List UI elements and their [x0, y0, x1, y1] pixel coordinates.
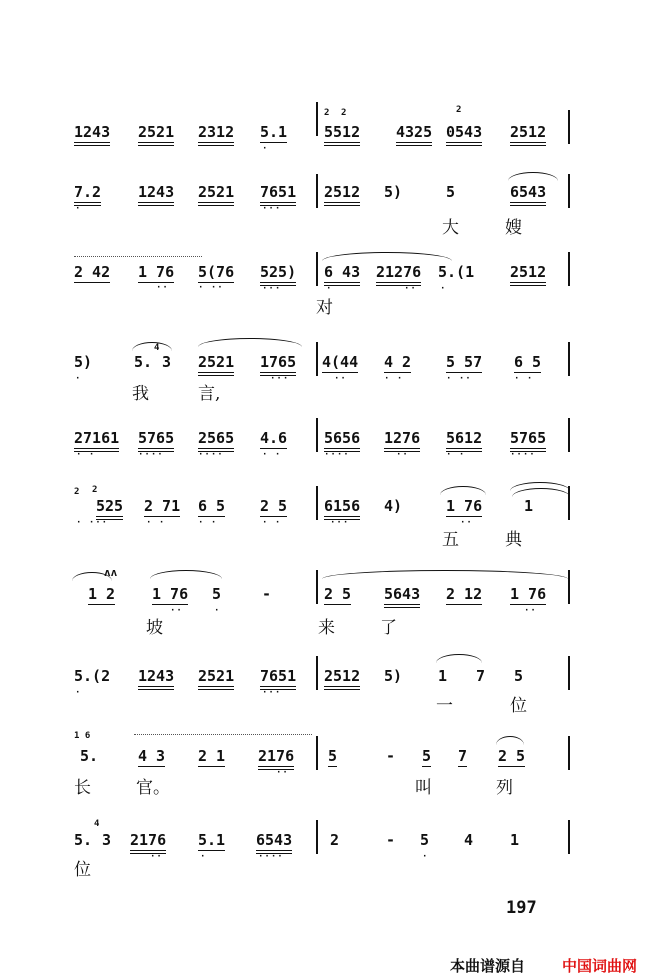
note-group: 1 — [524, 497, 534, 515]
note-group: 6156 — [324, 497, 360, 520]
lyric: 大 — [442, 218, 459, 238]
note-group: 2521 — [198, 353, 234, 376]
note-group: 6 43 — [324, 263, 360, 286]
note-group: 1243 — [138, 667, 174, 690]
octave-dot: ···· — [510, 450, 536, 460]
note-group: 3 — [162, 353, 172, 371]
lyric: 五 — [442, 530, 459, 550]
lyric: 叫 — [415, 778, 432, 798]
barline — [568, 418, 570, 452]
note-group: 1243 — [74, 123, 110, 146]
note-group: 2176 — [258, 747, 294, 770]
note-group: 5. — [74, 831, 93, 849]
octave-dot: ·· — [396, 450, 409, 460]
note-group: 4.6 — [260, 429, 288, 447]
barline — [316, 656, 318, 690]
note-group: 1 76 — [138, 263, 175, 281]
grace-note: 1 6 — [74, 731, 91, 741]
octave-dot: · — [200, 852, 207, 862]
note-group: 7 — [476, 667, 486, 685]
note-group: 2 5 — [324, 585, 352, 603]
note-group: 5.(1 — [438, 263, 475, 281]
barline — [316, 736, 318, 770]
octave-dot: ···· — [324, 450, 350, 460]
note-group: - — [262, 585, 272, 603]
grace-note: 2 — [456, 105, 462, 115]
note-group: 6 5 — [514, 353, 542, 371]
barline — [316, 820, 318, 854]
octave-dot: ··· — [262, 284, 282, 294]
octave-dot: · — [326, 284, 333, 294]
grace-note: ʌʌ — [104, 566, 118, 579]
note-group: 5 57 — [446, 353, 483, 371]
barline — [316, 418, 318, 452]
note-group: 2521 — [198, 183, 234, 206]
barline — [568, 342, 570, 376]
octave-dot: ·· — [150, 852, 163, 862]
lyric: 一 — [436, 696, 453, 716]
octave-dot: · · — [446, 450, 466, 460]
note-group: 2 12 — [446, 585, 483, 603]
note-group: 2521 — [138, 123, 174, 146]
note-group: 3 — [102, 831, 112, 849]
note-group: 2 71 — [144, 497, 181, 515]
barline — [568, 820, 570, 854]
page-number: 197 — [506, 898, 537, 918]
octave-dot: ·· — [460, 518, 473, 528]
note-group: 5) — [74, 353, 93, 371]
footer-source-text: 本曲谱源自 — [450, 957, 526, 975]
octave-dot: · — [75, 688, 82, 698]
octave-dot: · · — [262, 518, 282, 528]
grace-note: 2 — [341, 108, 347, 118]
barline — [568, 736, 570, 770]
note-group: 4325 — [396, 123, 432, 146]
lyric: 坡 — [146, 618, 163, 638]
score-row-3 — [0, 258, 660, 353]
barline — [568, 252, 570, 286]
note-group: 4 2 — [384, 353, 412, 371]
barline — [316, 570, 318, 604]
note-group: 5. — [134, 353, 153, 371]
note-group: 2 1 — [198, 747, 226, 765]
note-group: 5643 — [384, 585, 420, 608]
note-group: 0543 — [446, 123, 482, 146]
octave-dot: · ·· — [198, 283, 224, 293]
note-group: 1 76 — [446, 497, 483, 515]
octave-dot: · · — [262, 450, 282, 460]
note-group: 2 42 — [74, 263, 111, 281]
lyric: 对 — [316, 298, 333, 318]
note-group: 5656 — [324, 429, 360, 452]
barline — [568, 486, 570, 520]
note-group: - — [386, 831, 396, 849]
note-group: 1 — [438, 667, 448, 685]
lyric: 了 — [380, 618, 397, 638]
barline — [316, 174, 318, 208]
note-group: 7651 — [260, 183, 296, 206]
note-group: 6 5 — [198, 497, 226, 515]
octave-dot: ·· — [524, 606, 537, 616]
grace-note: 2 — [324, 108, 330, 118]
note-group: 5 — [328, 747, 338, 765]
note-group: - — [386, 747, 396, 765]
note-group: 5 — [446, 183, 456, 201]
note-group: 1765 — [260, 353, 296, 376]
barline — [568, 570, 570, 604]
barline — [568, 110, 570, 144]
note-group: 5612 — [446, 429, 482, 452]
note-group: 1 76 — [152, 585, 189, 603]
octave-dot: ··· — [330, 518, 350, 528]
note-group: 21276 — [376, 263, 421, 286]
octave-dot: · · — [76, 450, 96, 460]
barline — [316, 102, 318, 136]
note-group: 2 5 — [260, 497, 288, 515]
note-group: 5765 — [138, 429, 174, 452]
note-group: 4 — [464, 831, 474, 849]
note-group: 2512 — [510, 123, 546, 146]
barline — [316, 342, 318, 376]
lyric: 长 — [74, 778, 91, 798]
footer-site-link[interactable]: 中国词曲网 — [562, 957, 638, 975]
octave-dot: · — [440, 284, 447, 294]
lyric: 言, — [198, 384, 221, 404]
note-group: 2176 — [130, 831, 166, 854]
note-group: 4) — [384, 497, 403, 515]
lyric: 嫂 — [505, 218, 522, 238]
octave-dot: · — [262, 144, 269, 154]
grace-note: 2 — [74, 487, 80, 497]
note-group: 5.(2 — [74, 667, 111, 685]
note-group: 2512 — [324, 667, 360, 690]
octave-dot: · — [75, 204, 82, 214]
octave-dot: · · — [146, 518, 166, 528]
octave-dot: · · — [384, 374, 404, 384]
barline — [316, 486, 318, 520]
note-group: 1243 — [138, 183, 174, 206]
note-group: 6543 — [256, 831, 292, 854]
octave-dot: · — [75, 374, 82, 384]
note-group: 5 — [422, 747, 432, 765]
note-group: 5 — [514, 667, 524, 685]
note-group: 7.2 — [74, 183, 101, 206]
grace-note: 4 — [154, 343, 160, 353]
note-group: 5765 — [510, 429, 546, 452]
grace-note: 2 — [92, 485, 98, 495]
note-group: 2312 — [198, 123, 234, 146]
octave-dot: · ··· — [76, 518, 109, 528]
note-group: 5(76 — [198, 263, 235, 281]
note-group: 2512 — [324, 183, 360, 206]
octave-dot: ·· — [404, 284, 417, 294]
note-group: 5.1 — [260, 123, 288, 141]
octave-dot: · — [422, 852, 429, 862]
grace-note: 4 — [94, 819, 100, 829]
octave-dot: ···· — [258, 852, 284, 862]
octave-dot: ·· — [170, 606, 183, 616]
note-group: 1 2 — [88, 585, 116, 603]
octave-dot: ···· — [198, 450, 224, 460]
octave-dot: · ·· — [446, 374, 472, 384]
octave-dot: ·· — [334, 374, 347, 384]
note-group: 5) — [384, 183, 403, 201]
note-group: 5) — [384, 667, 403, 685]
barline — [568, 174, 570, 208]
lyric: 列 — [496, 778, 513, 798]
note-group: 2565 — [198, 429, 234, 452]
note-group: 7 — [458, 747, 468, 765]
note-group: 5 — [420, 831, 430, 849]
score-row-10 — [0, 819, 660, 921]
dotted-slur — [74, 256, 202, 263]
note-group: 1 76 — [510, 585, 547, 603]
note-group: 5 — [212, 585, 222, 603]
octave-dot: ···· — [138, 450, 164, 460]
lyric: 来 — [318, 618, 335, 638]
octave-dot: ·· — [276, 768, 289, 778]
note-group: 1 — [510, 831, 520, 849]
note-group: 5.1 — [198, 831, 226, 849]
lyric: 我 — [132, 384, 149, 404]
note-group: 7651 — [260, 667, 296, 690]
barline — [316, 252, 318, 286]
octave-dot: ··· — [262, 204, 282, 214]
note-group: 525 — [96, 497, 123, 520]
note-group: 2 5 — [498, 747, 526, 765]
score-row-7 — [0, 566, 660, 675]
lyric: 位 — [74, 860, 91, 880]
note-group: 1276 — [384, 429, 420, 452]
barline — [568, 656, 570, 690]
octave-dot: ·· — [156, 283, 169, 293]
note-group: 5. — [80, 747, 99, 765]
note-group: 5512 — [324, 123, 360, 146]
octave-dot: ··· — [262, 688, 282, 698]
note-group: 6543 — [510, 183, 546, 206]
lyric: 官。 — [136, 778, 170, 798]
note-group: 27161 — [74, 429, 119, 452]
lyric: 典 — [505, 530, 522, 550]
note-group: 4(44 — [322, 353, 359, 371]
note-group: 2 — [330, 831, 340, 849]
note-group: 4 3 — [138, 747, 166, 765]
octave-dot: · — [214, 606, 221, 616]
note-group: 2521 — [198, 667, 234, 690]
dotted-slur — [134, 734, 312, 741]
octave-dot: ··· — [270, 374, 290, 384]
note-group: 2512 — [510, 263, 546, 286]
octave-dot: · · — [198, 518, 218, 528]
octave-dot: · · — [514, 374, 534, 384]
lyric: 位 — [510, 696, 527, 716]
note-group: 525) — [260, 263, 296, 286]
